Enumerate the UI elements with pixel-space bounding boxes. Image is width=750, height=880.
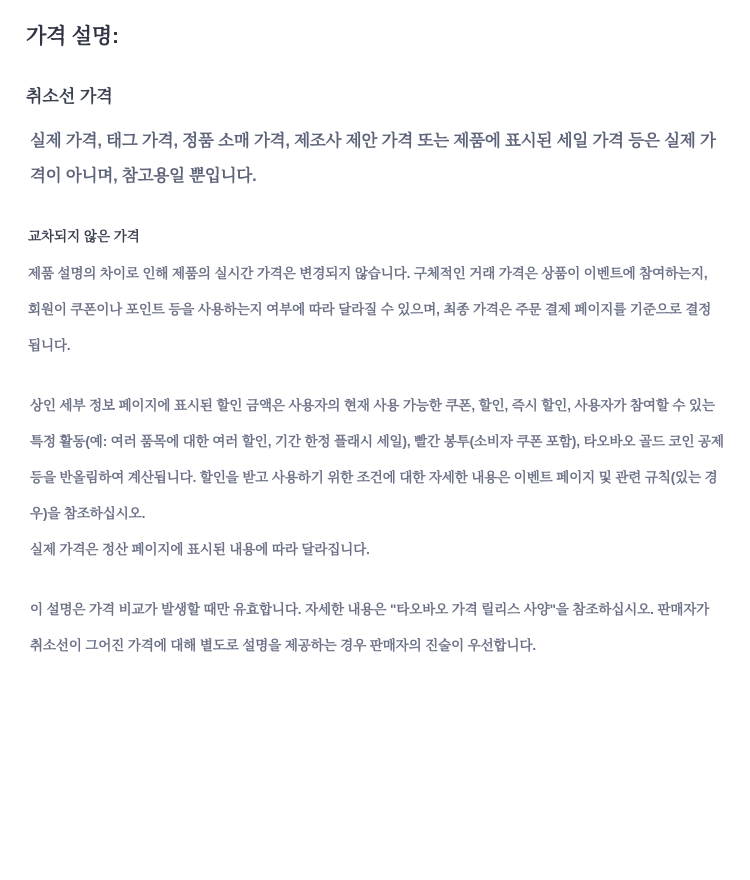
spacer	[26, 194, 724, 226]
body-paragraph-discount-calculation: 상인 세부 정보 페이지에 표시된 할인 금액은 사용자의 현재 사용 가능한 쿠폰, 할인, 즉시 할인, 사용자가 참여할 수 있는 특정 활동(예: 여러 품목에 대한 여러 할인, 기간 한정 플래시 세일), 빨간 봉투(소비자 쿠폰 포함), 타오바오 골드 코인 공제 등을 반올림하여 계산됩니다. 할인을 받고 사용하기 위한 조건에 대한 자세한 내용은 이벤트 페이지 및 관련 규칙(있는 경우)을 참조하십시오.	[30, 398, 724, 521]
spacer	[26, 248, 724, 256]
subsection-title-non-crossed-price: 교차되지 않은 가격	[28, 229, 140, 244]
body-paragraph-settlement-page: 실제 가격은 정산 페이지에 표시된 내용에 따라 달라집니다.	[30, 542, 370, 557]
section-title-strikethrough-price: 취소선 가격	[26, 87, 113, 106]
spacer	[26, 110, 724, 124]
page-title: 가격 설명:	[26, 25, 119, 48]
body-paragraph-realtime-price: 제품 설명의 차이로 인해 제품의 실시간 가격은 변경되지 않습니다. 구체적인 거래 가격은 상품이 이벤트에 참여하는지, 회원이 쿠폰이나 포인트 등을 사용하는지 여부에 따라 달라질 수 있으며, 최종 가격은 주문 결제 페이지를 기준으로 결정됩니다.	[28, 266, 712, 353]
body-paragraph-price-comparison-notice: 이 설명은 가격 비교가 발생할 때만 유효합니다. 자세한 내용은 "타오바오 가격 릴리스 사양"을 참조하십시오. 판매자가 취소선이 그어진 가격에 대해 별도로 설명을 제공하는 경우 판매자의 진술이 우선합니다.	[30, 602, 710, 653]
spacer	[26, 568, 724, 592]
lead-paragraph: 실제 가격, 태그 가격, 정품 소매 가격, 제조사 제안 가격 또는 제품에 표시된 세일 가격 등은 실제 가격이 아니며, 참고용일 뿐입니다.	[30, 132, 716, 185]
spacer	[26, 52, 724, 84]
spacer	[26, 364, 724, 388]
